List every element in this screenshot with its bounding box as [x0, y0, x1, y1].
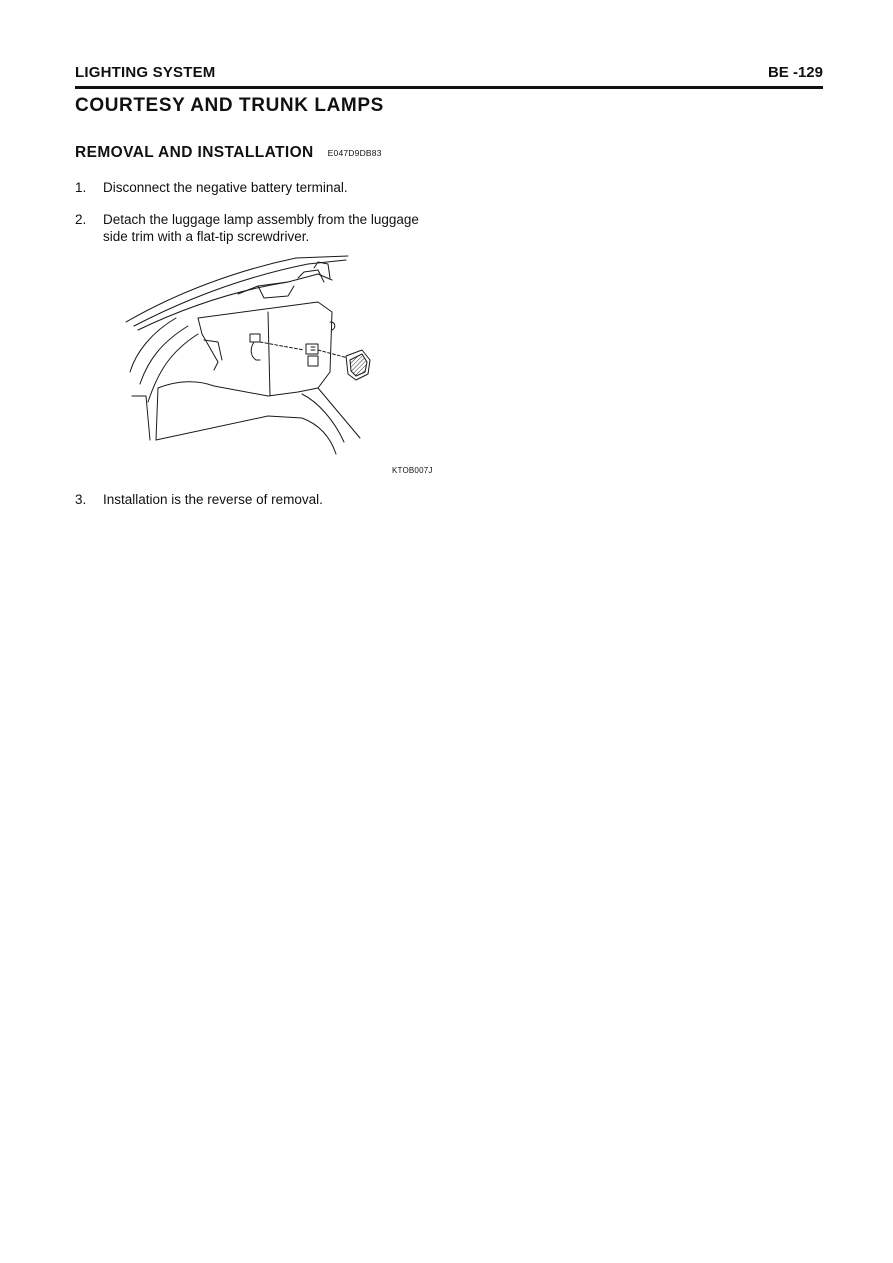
- step-text: Disconnect the negative battery terminal.: [103, 180, 348, 195]
- step-number: 2.: [75, 212, 87, 227]
- figure-code: KTOB007J: [392, 466, 433, 475]
- step-text: Detach the luggage lamp assembly from the luggage side trim with a flat-tip screwdriver.: [103, 212, 419, 244]
- subsection-code: E047D9DB83: [327, 148, 382, 158]
- trunk-lamp-illustration: [118, 252, 378, 462]
- page-header: [75, 64, 823, 89]
- subsection-heading: REMOVAL AND INSTALLATION: [75, 144, 314, 161]
- page-title: COURTESY AND TRUNK LAMPS: [75, 95, 384, 116]
- step-number: 1.: [75, 180, 87, 195]
- section-name: LIGHTING SYSTEM: [75, 64, 216, 81]
- page-number: BE -129: [767, 64, 823, 81]
- subsection-title: [75, 144, 382, 162]
- step-number: 3.: [75, 492, 87, 507]
- step-text: Installation is the reverse of removal.: [103, 492, 323, 507]
